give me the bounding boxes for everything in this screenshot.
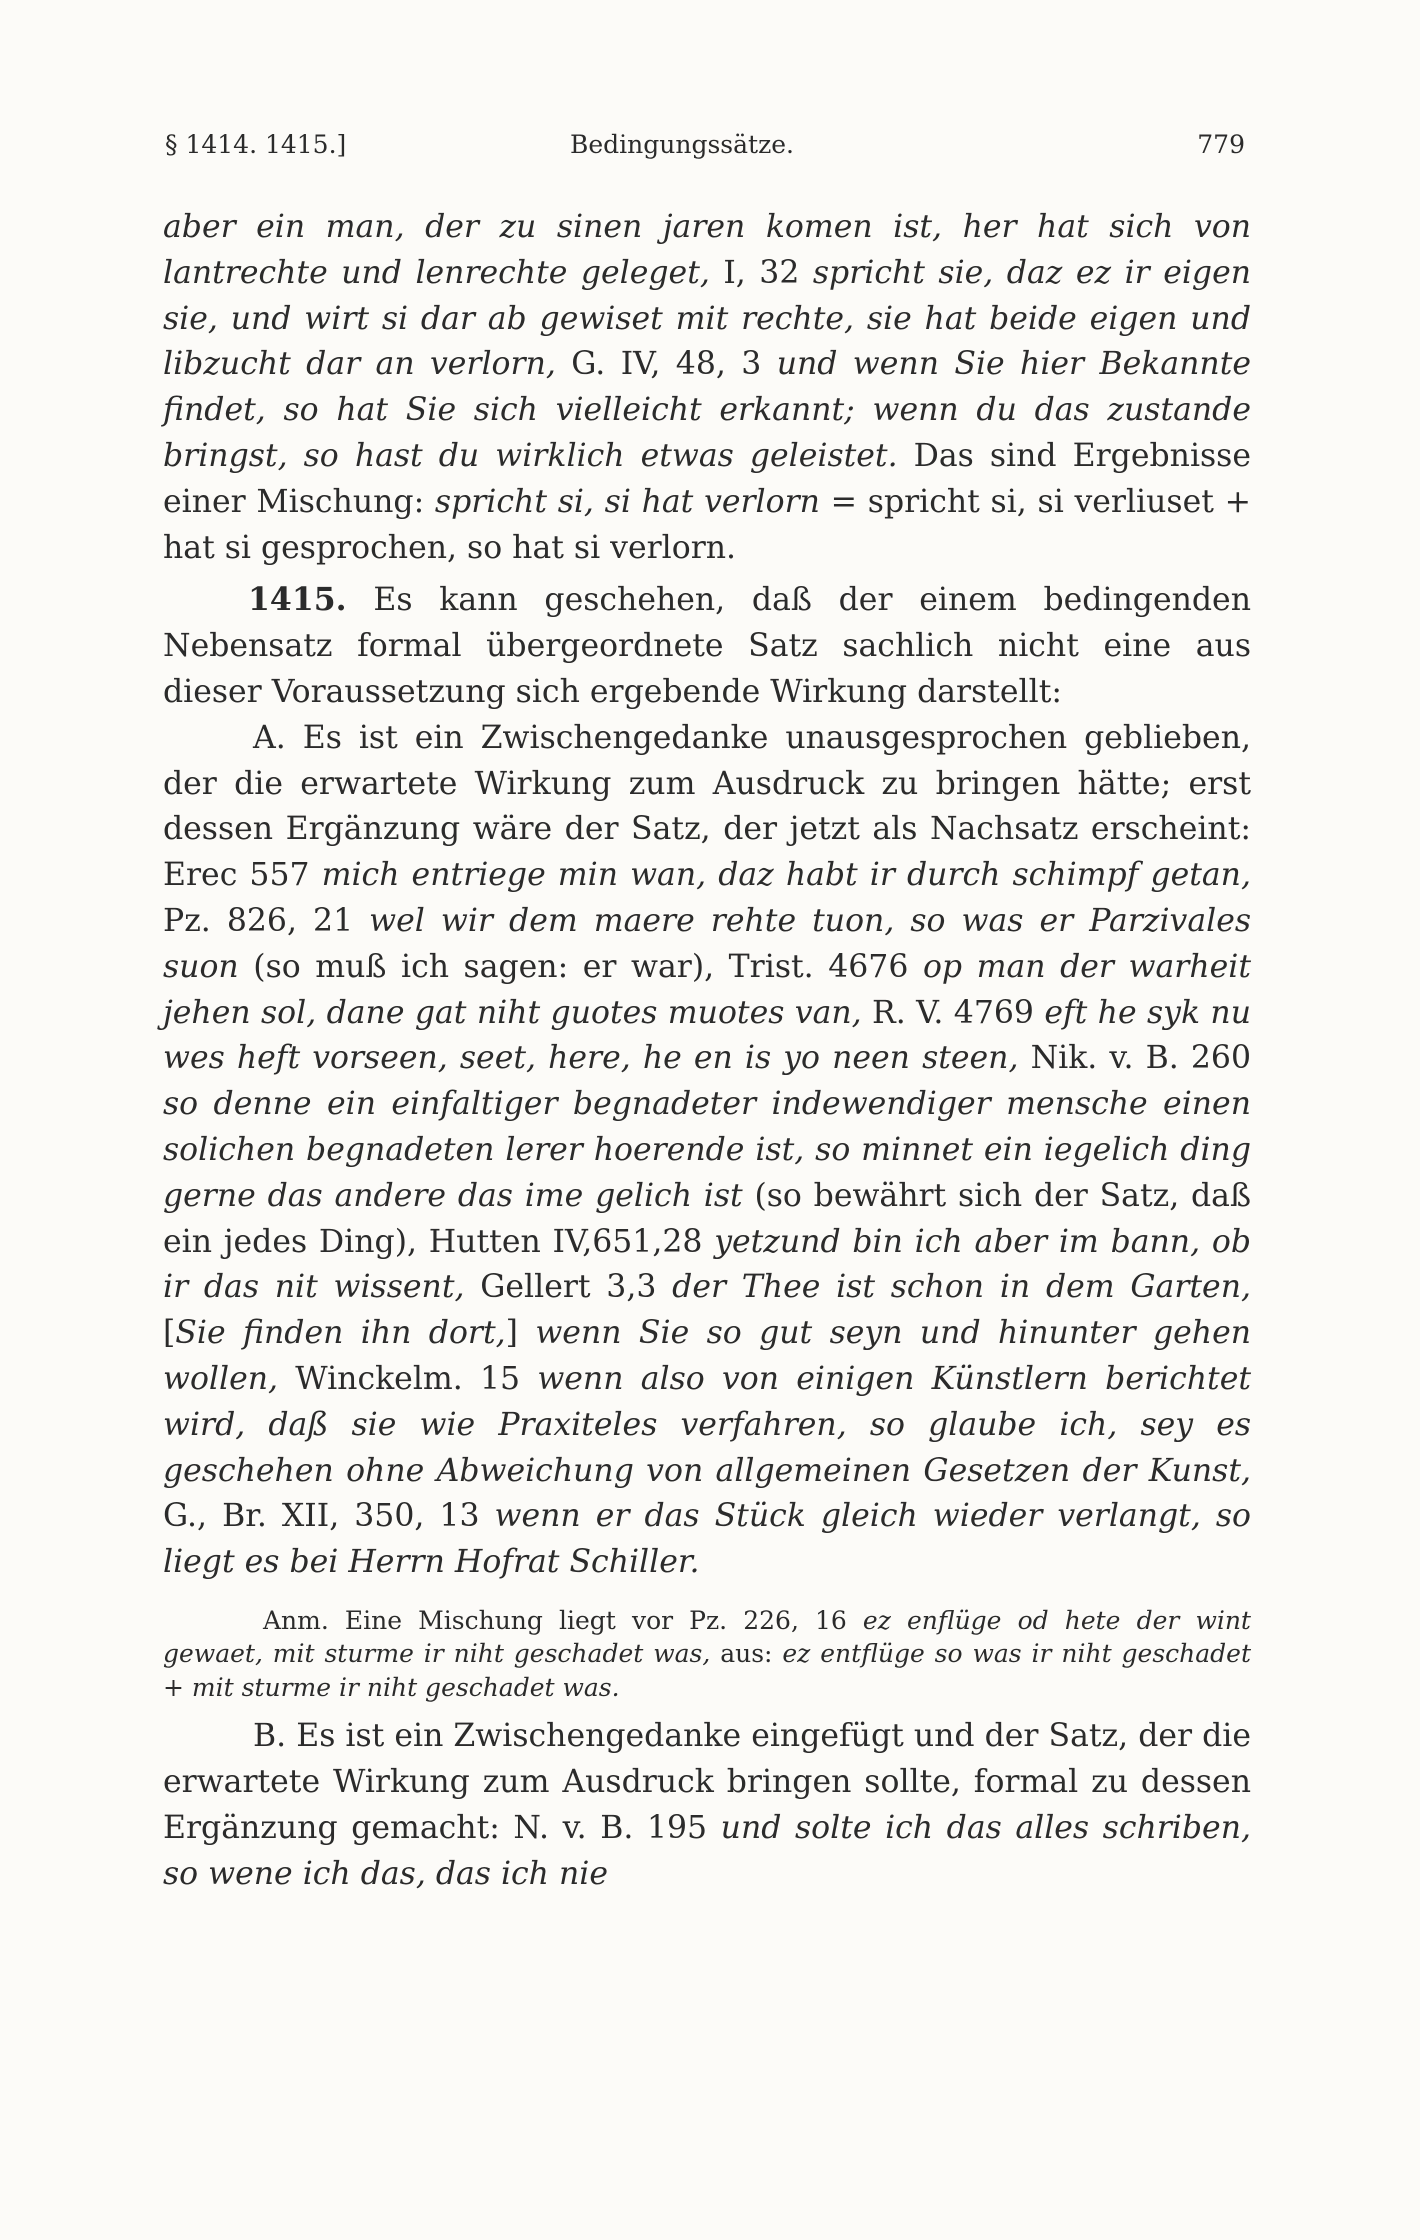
paragraph-continued xyxy=(163,205,1251,571)
example-text: mich entriege min wan, daz habt ir durch schimpf getan, xyxy=(321,857,1251,894)
citation: G., Br. XII, 350, 13 xyxy=(163,1498,495,1535)
example-text: mit sturme ir niht geschadet was. xyxy=(191,1672,620,1702)
page-number: 779 xyxy=(1197,130,1245,159)
citation: Nik. v. B. 260 xyxy=(1018,1040,1251,1077)
body-text: (so muß ich sagen: er war), Trist. 4676 xyxy=(238,948,923,985)
body-text: A. Es ist ein Zwischengedanke unausgesprochen geblieben, der die erwartete Wirkung zum Ausdruck zu bringen hätte; erst dessen Ergänzung wäre der Satz, der jetzt als Nachsatz erscheint: Erec 557 xyxy=(163,719,1251,894)
body-text: (so bewährt sich der Satz, daß ein jedes Ding), Hutten IV,651,28 xyxy=(163,1177,1251,1260)
citation: Gellert 3,3 xyxy=(464,1269,673,1306)
body-text: Das sind Ergebnisse einer Mischung: xyxy=(163,437,1251,520)
running-head xyxy=(165,130,1245,170)
note-text: aus: xyxy=(710,1639,783,1669)
bracket: [ xyxy=(163,1315,176,1352)
example-text: wenn Sie so gut seyn und hinunter gehen wollen, xyxy=(163,1315,1251,1397)
body-text: Es kann geschehen, daß der einem bedingenden Nebensatz formal übergeordnete Satz sachlich nicht eine aus dieser Voraussetzung sich ergebende Wirkung darstellt: xyxy=(163,582,1251,710)
example-text: spricht si, si hat verlorn xyxy=(434,483,820,520)
page-body xyxy=(163,205,1251,1898)
example-text: wenn also von einigen Künstlern berichtet wird, daß sie wie Praxiteles verfahren, so glaube ich, sey es geschehen ohne Abweichung von allgemeinen Gesetzen der Kunst, xyxy=(163,1360,1251,1489)
example-text: aber ein man, der zu sinen jaren komen ist, her hat sich von lantrechte und lenrechte geleget, xyxy=(163,209,1251,291)
body-text: B. Es ist ein Zwischengedanke eingefügt und der Satz, der die erwartete Wirkung zum Ausdruck bringen sollte, formal zu dessen Ergänzung gemacht: N. v. B. 195 xyxy=(163,1718,1251,1846)
case-b-paragraph xyxy=(163,1714,1251,1897)
example-text: wenn er das Stück gleich wieder verlangt, so liegt es bei Herrn Hofrat Schiller. xyxy=(163,1498,1251,1581)
example-text: der Thee ist schon in dem Garten, xyxy=(672,1269,1251,1306)
section-1415-paragraph xyxy=(163,577,1251,715)
citation: Winckelm. 15 xyxy=(278,1360,538,1397)
citation: G. IV, 48, 3 xyxy=(555,346,777,383)
example-text: und solte ich das alles schriben, so wene ich das, das ich nie xyxy=(163,1810,1251,1892)
citation: Pz. 826, 21 xyxy=(163,902,370,939)
example-text: so denne ein einfaltiger begnadeter indewendiger mensche einen solichen begnadeten lerer hoerende ist, so minnet ein iegelich ding gerne das andere das ime gelich ist xyxy=(163,1086,1251,1214)
example-text: und wenn Sie hier Bekannte findet, so hat Sie sich vielleicht erkannt; wenn du das zustande bringst, so hast du wirklich etwas geleistet. xyxy=(163,346,1252,474)
example-text: ez enflüge od hete der wint gewaet, mit sturme ir niht geschadet was, xyxy=(163,1605,1251,1669)
example-text: Sie finden ihn dort, xyxy=(175,1315,506,1352)
section-number: 1415. xyxy=(248,581,347,619)
bracket: ] xyxy=(505,1315,536,1352)
example-text: eft he syk nu wes heft vorseen, seet, here, he en is yo neen steen, xyxy=(163,994,1252,1077)
example-text: ez entflüge so was ir niht geschadet xyxy=(782,1639,1252,1669)
example-text: wel wir dem maere rehte tuon, so was er Parzivales suon xyxy=(163,902,1252,985)
annotation-note xyxy=(163,1604,1251,1705)
case-a-paragraph xyxy=(163,716,1251,1586)
citation: R. V. 4769 xyxy=(861,994,1045,1031)
running-title: Bedingungssätze. xyxy=(570,130,794,159)
citation: I, 32 xyxy=(709,254,813,291)
body-text: = spricht si, si verliuset + hat si gesprochen, so hat si verlorn. xyxy=(163,483,1251,566)
example-text: spricht sie, daz ez ir eigen sie, und wirt si dar ab gewiset mit rechte, sie hat beide eigen und libzucht dar an verlorn, xyxy=(163,254,1251,383)
example-text: op man der warheit jehen sol, dane gat niht guotes muotes van, xyxy=(163,948,1251,1031)
note-text: Anm. Eine Mischung liegt vor Pz. 226, 16 xyxy=(263,1605,863,1635)
example-text: yetzund bin ich aber im bann, ob ir das nit wissent, xyxy=(163,1223,1251,1306)
note-text: + xyxy=(163,1672,192,1702)
section-reference: § 1414. 1415.] xyxy=(165,130,347,159)
